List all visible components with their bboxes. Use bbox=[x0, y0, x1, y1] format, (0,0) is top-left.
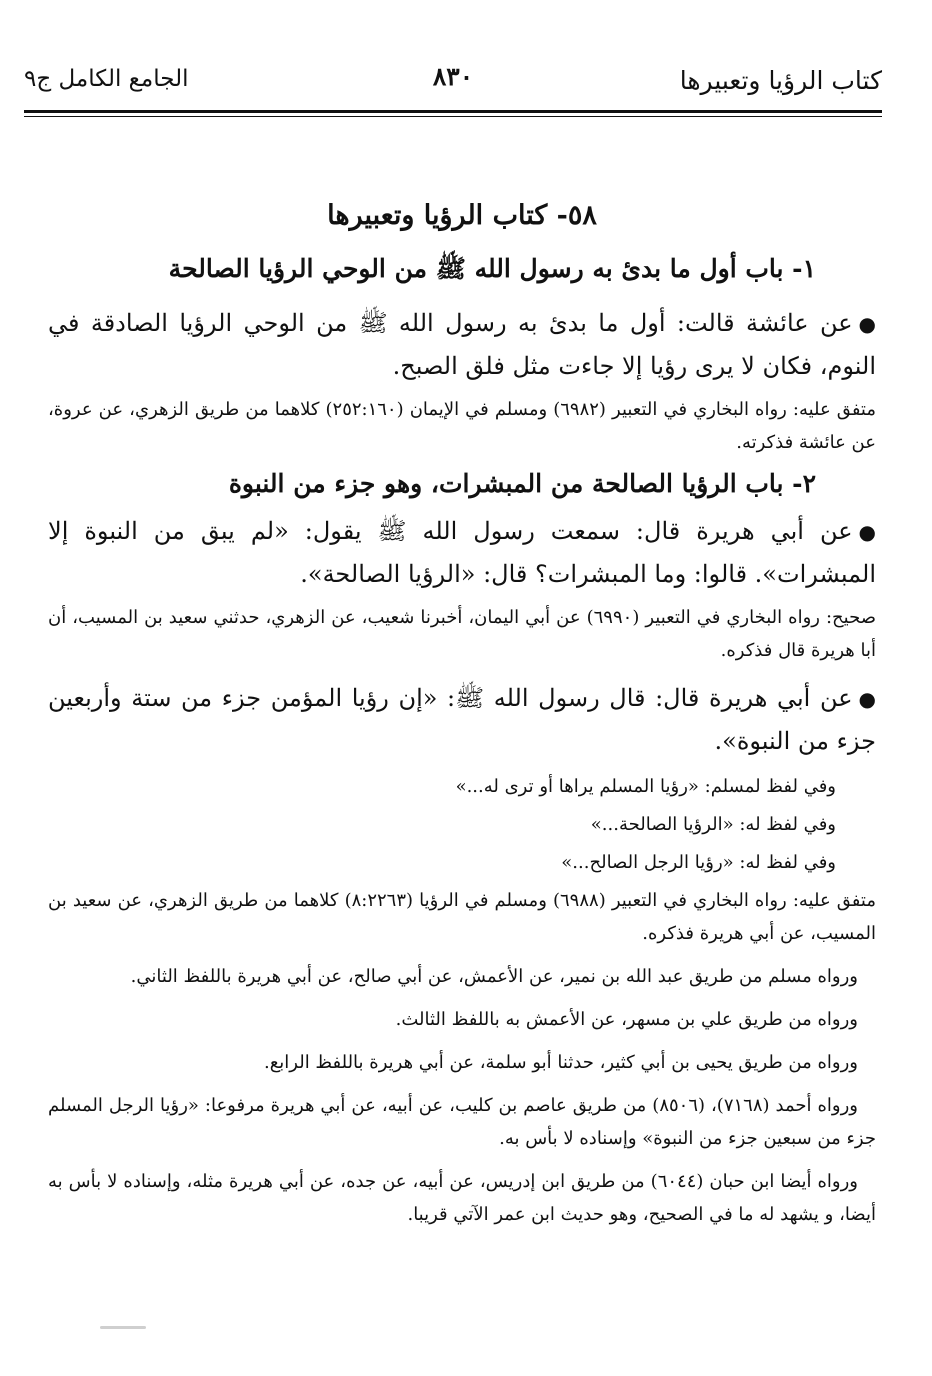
chapter-1-title: ١- باب أول ما بدئ به رسول الله ﷺ من الوحي الرؤيا الصالحة bbox=[168, 254, 816, 283]
bullet-icon: ● bbox=[858, 520, 876, 544]
chapter-2-note-1: صحيح: رواه البخاري في التعبير (٦٩٩٠) عن أبي اليمان، أخبرنا شعيب، عن الزهري، حدثني سعيد بن المسيب، أن أبا هريرة قال فذكره. bbox=[48, 607, 876, 661]
chapter-2-note-7: ورواه أيضا ابن حبان (٦٠٤٤) من طريق ابن إدريس، عن أبيه، عن جده، عن أبي هريرة مثله، وإسناده لا بأس به أيضا، و يشهد له ما في الصحيح، وهو حديث ابن عمر الآتي قريبا. bbox=[48, 1171, 876, 1225]
header-volume: الجامع الكامل ج٩ bbox=[24, 66, 189, 92]
book-title: ٥٨- كتاب الرؤيا وتعبيرها bbox=[327, 200, 597, 231]
variant-1: وفي لفظ لمسلم: «رؤيا المسلم يراها أو ترى له...» bbox=[455, 776, 836, 797]
header-rule-thin bbox=[24, 116, 882, 117]
header-rule-thick bbox=[24, 110, 882, 113]
wording-variants bbox=[48, 768, 876, 882]
hadith-text: عن أبي هريرة قال: قال رسول الله ﷺ: «إن رؤيا المؤمن جزء من ستة وأربعين جزء من النبوة». bbox=[48, 684, 876, 755]
chapter-2-hadith-2 bbox=[48, 677, 876, 762]
variant-2: وفي لفظ له: «الرؤيا الصالحة...» bbox=[590, 814, 836, 835]
header-book-section: كتاب الرؤيا وتعبيرها bbox=[679, 66, 882, 95]
chapter-2-note-5: ورواه من طريق يحيى بن أبي كثير، حدثنا أبو سلمة، عن أبي هريرة باللفظ الرابع. bbox=[263, 1052, 858, 1073]
chapter-2-hadith-1 bbox=[48, 510, 876, 595]
hadith-text: عن أبي هريرة قال: سمعت رسول الله ﷺ يقول: «لم يبق من النبوة إلا المبشرات». قالوا: وما المبشرات؟ قال: «الرؤيا الصالحة». bbox=[48, 517, 876, 588]
scan-smudge bbox=[100, 1326, 146, 1329]
page-body bbox=[48, 200, 876, 1241]
chapter-2-note-2: متفق عليه: رواه البخاري في التعبير (٦٩٨٨) ومسلم في الرؤيا (٨:٢٢٦٣) كلاهما من طريق الزهري، عن سعيد بن المسيب، عن أبي هريرة فذكره. bbox=[48, 890, 876, 944]
chapter-2-note-3: ورواه مسلم من طريق عبد الله بن نمير، عن الأعمش، عن أبي صالح، عن أبي هريرة باللفظ الثاني. bbox=[130, 966, 858, 987]
chapter-2-note-4: ورواه من طريق علي بن مسهر، عن الأعمش به باللفظ الثالث. bbox=[395, 1009, 858, 1030]
chapter-2-note-6: ورواه أحمد (٧١٦٨)، (٨٥٠٦) من طريق عاصم بن كليب، عن أبيه، عن أبي هريرة مرفوعا: «رؤيا الرجل المسلم جزء من سبعين جزء من النبوة» وإسناده لا بأس به. bbox=[48, 1095, 876, 1149]
hadith-text: عن عائشة قالت: أول ما بدئ به رسول الله ﷺ من الوحي الرؤيا الصادقة في النوم، فكان لا يرى رؤيا إلا جاءت مثل فلق الصبح. bbox=[48, 309, 876, 380]
bullet-icon: ● bbox=[858, 312, 876, 336]
chapter-1-note-1: متفق عليه: رواه البخاري في التعبير (٦٩٨٢) ومسلم في الإيمان (٢٥٢:١٦٠) كلاهما من طريق الزهري، عن عروة، عن عائشة فذكرته. bbox=[48, 399, 876, 453]
bullet-icon: ● bbox=[858, 687, 876, 711]
header-page-number: ٨٣٠ bbox=[432, 62, 474, 91]
running-header bbox=[24, 60, 882, 104]
chapter-2-title: ٢- باب الرؤيا الصالحة من المبشرات، وهو جزء من النبوة bbox=[228, 469, 816, 498]
chapter-1-hadith-1 bbox=[48, 302, 876, 387]
variant-3: وفي لفظ له: «رؤيا الرجل الصالح...» bbox=[561, 852, 836, 873]
